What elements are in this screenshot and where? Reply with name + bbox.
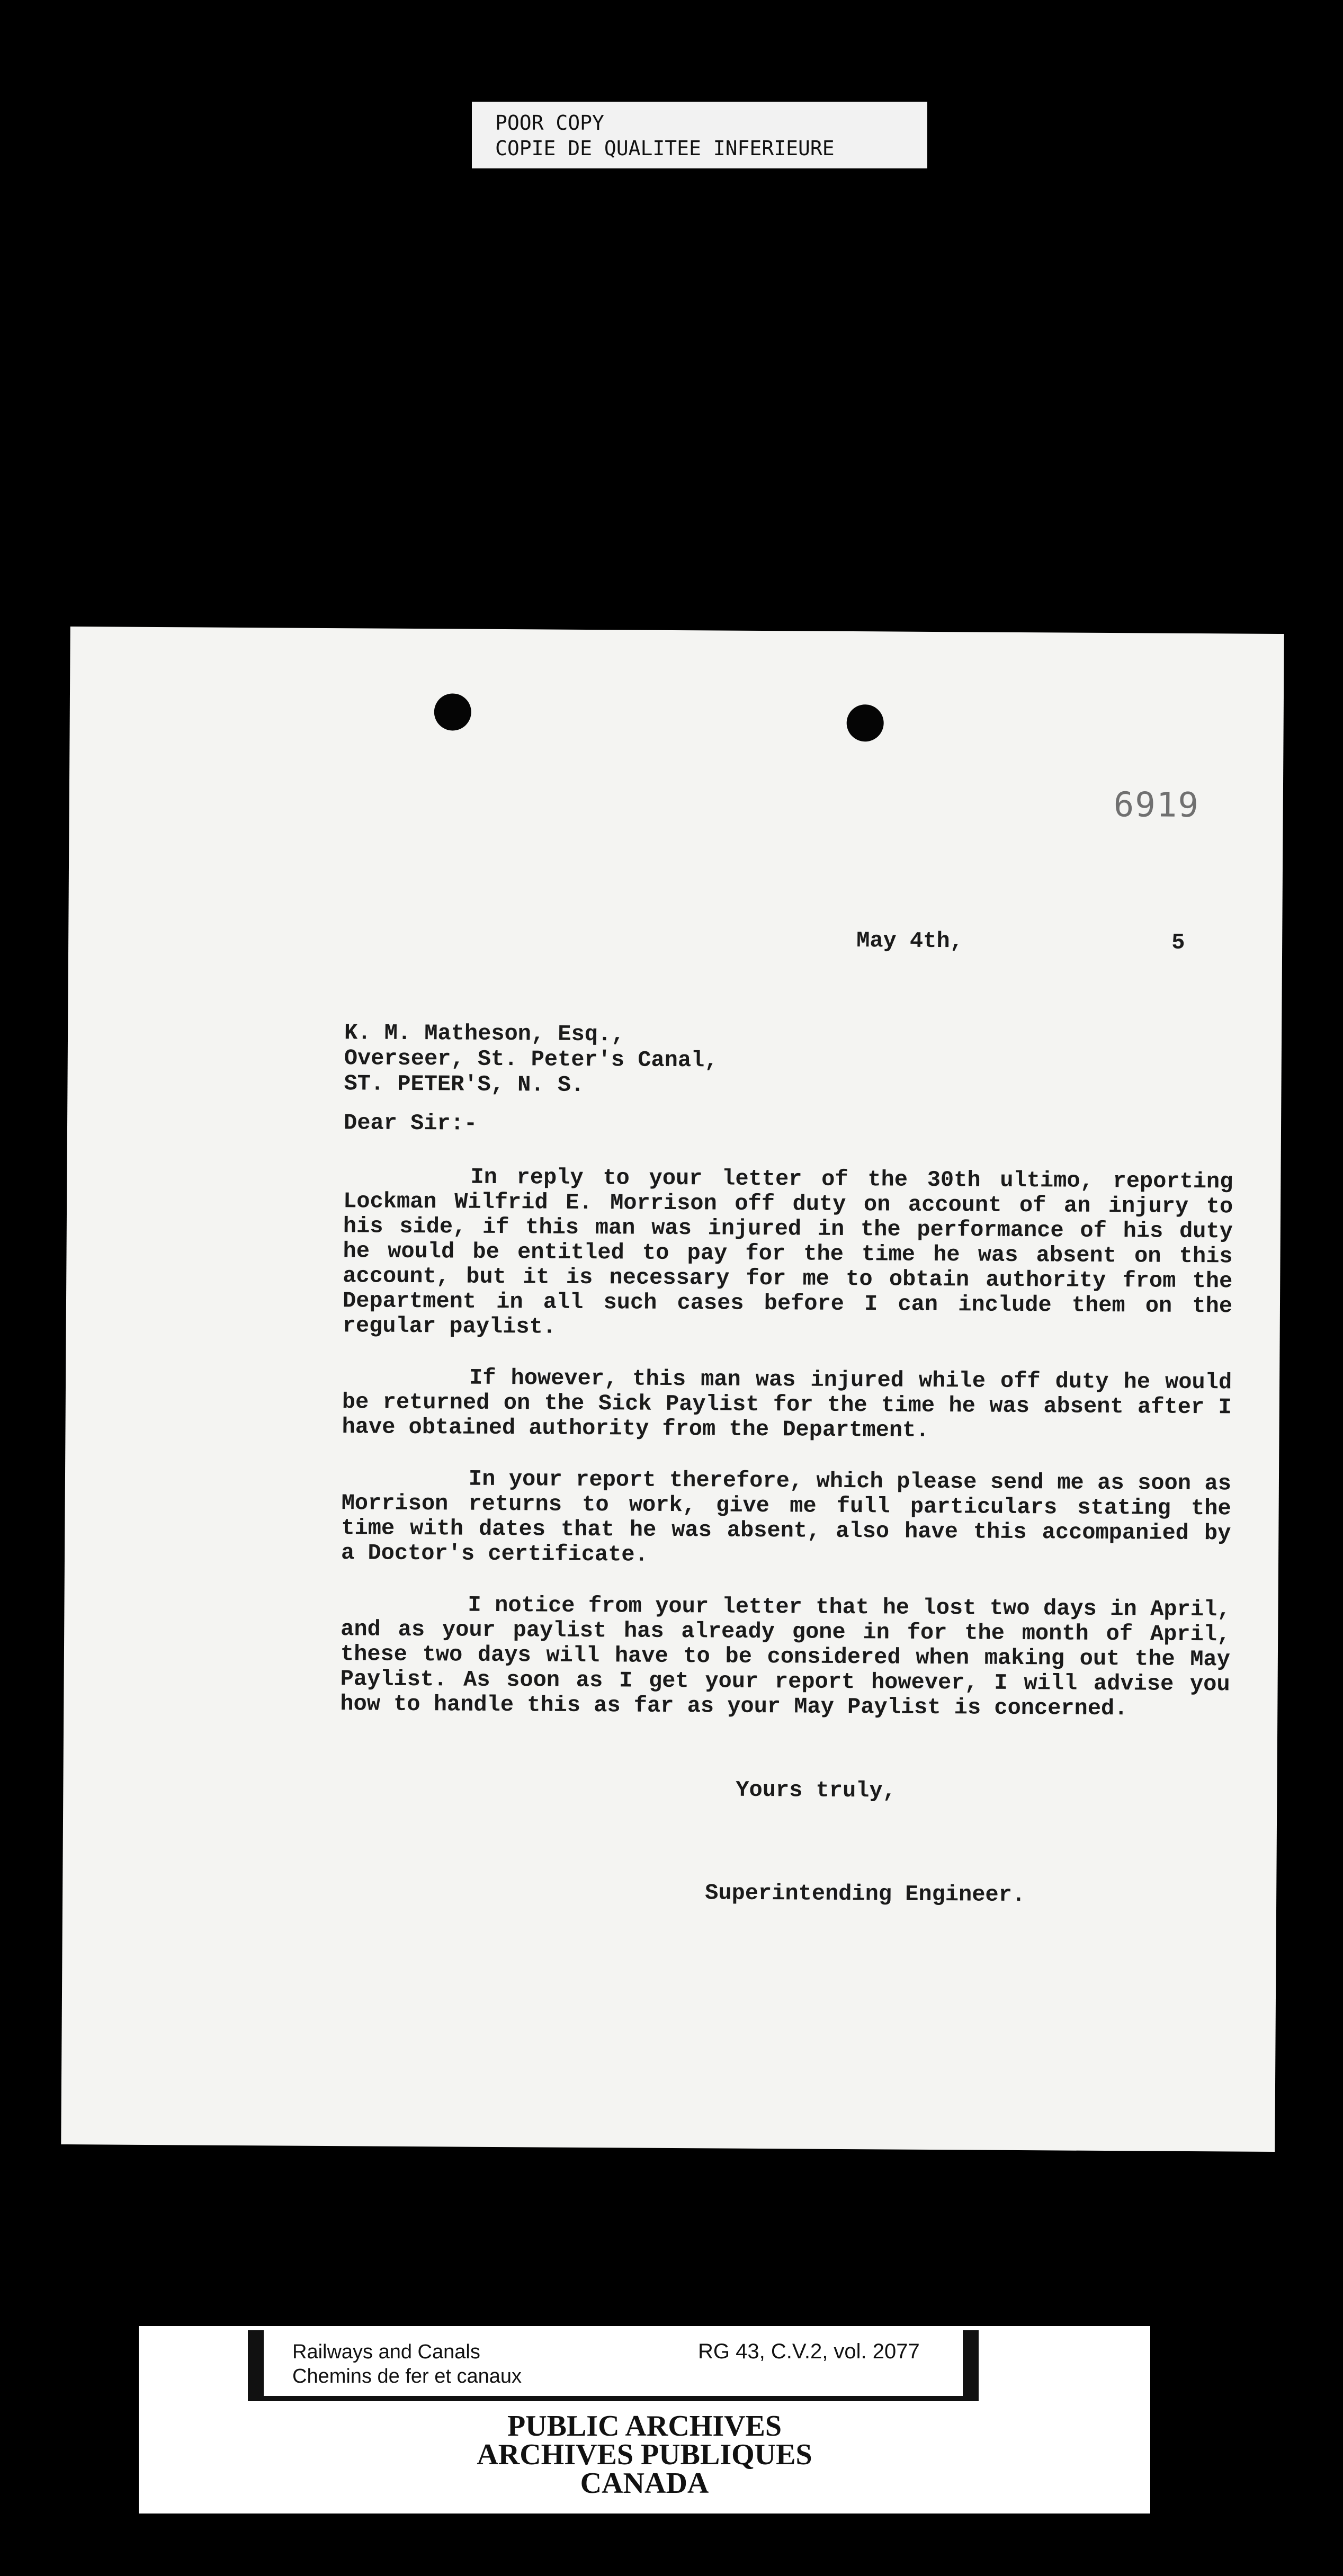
letter-date: May 4th,: [856, 928, 963, 954]
address-line: K. M. Matheson, Esq.,: [344, 1020, 625, 1048]
recipient-address: [344, 1020, 718, 1098]
file-number: 6919: [1113, 785, 1200, 826]
archives-country: CANADA: [580, 2467, 709, 2500]
paragraph: I notice from your letter that he lost two days in April, and as your paylist has already gone in for the month of April, these two days will have to be considered when making out the May Paylist. As soon as I get your report however, I will advise you how to handle this as far as your May Paylist is concerned.: [340, 1592, 1231, 1722]
archive-label: [139, 2326, 1150, 2514]
closing: Yours truly,: [736, 1777, 896, 1804]
paragraph: If however, this man was injured while off duty he would be returned on the Sick Paylist for the time he was absent after I have obtained authority from the Department.: [342, 1365, 1232, 1443]
page-number: 5: [1171, 929, 1185, 955]
archives-english: PUBLIC ARCHIVES: [507, 2410, 782, 2443]
poor-copy-notice: [472, 102, 927, 168]
salutation: Dear Sir:-: [343, 1110, 478, 1137]
archives-french: ARCHIVES PUBLIQUES: [477, 2438, 812, 2471]
letter-page: [61, 627, 1284, 2152]
fonds-french: Chemins de fer et canaux: [292, 2365, 522, 2387]
archives-title: [139, 2412, 1150, 2498]
address-line: ST. PETER'S, N. S.: [344, 1071, 585, 1098]
poor-copy-english: POOR COPY: [495, 111, 604, 135]
address-line: Overseer, St. Peter's Canal,: [344, 1045, 718, 1074]
poor-copy-french: COPIE DE QUALITEE INFERIEURE: [495, 137, 835, 160]
reference-strip: [248, 2330, 979, 2401]
paragraph: In reply to your letter of the 30th ultimo, reporting Lockman Wilfrid E. Morrison off duty on account of an injury to his side, if this man was injured in the performance of his duty he would be entitled to pay for the time he was absent on this account, but it is necessary for me to obtain authority from the Department in all such cases before I can include them on the regular paylist.: [342, 1164, 1233, 1340]
paragraph: In your report therefore, which please send me as soon as Morrison returns to work, give me full particulars stating the time with dates that he was absent, also have this accompanied by a Doctor's certificate.: [341, 1466, 1232, 1568]
fonds-name: [292, 2340, 522, 2389]
signature-title: Superintending Engineer.: [705, 1880, 1026, 1908]
letter-body: [61, 627, 1284, 2152]
archive-reference: RG 43, C.V.2, vol. 2077: [698, 2340, 920, 2363]
letter-paragraphs: [340, 1164, 1233, 1748]
fonds-english: Railways and Canals: [292, 2341, 480, 2363]
